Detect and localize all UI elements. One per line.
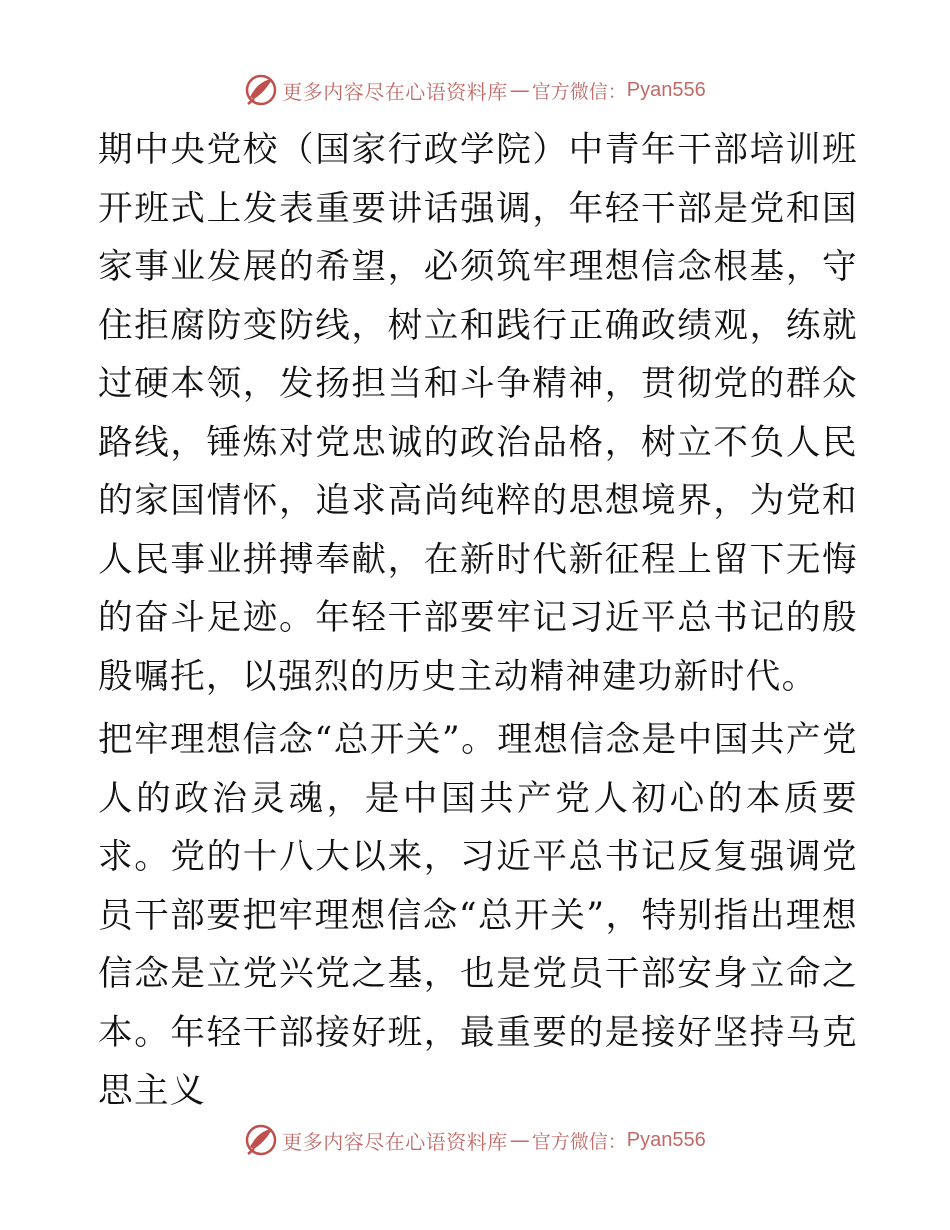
watermark-official-label: 官方微信： (531, 80, 627, 103)
header-watermark (0, 70, 950, 110)
watermark-main-text: 更多内容尽在心语资料库 (282, 79, 508, 104)
watermark-wechat-id: Pyan556 (626, 78, 706, 101)
footer-watermark (0, 1120, 950, 1160)
watermark-dash: — (509, 78, 530, 102)
watermark-wechat-id: Pyan556 (626, 1128, 706, 1151)
pen-logo-icon (244, 73, 278, 107)
paragraph-1: 期中央党校（国家行政学院）中青年干部培训班开班式上发表重要讲话强调，年轻干部是党和国家事业发展的希望，必须筑牢理想信念根基，守住拒腐防变防线，树立和践行正确政绩观，练就过硬本领，发扬担当和斗争精神，贯彻党的群众路线，锤炼对党忠诚的政治品格，树立不负人民的家国情怀，追求高尚纯粹的思想境界，为党和人民事业拼搏奉献，在新时代新征程上留下无悔的奋斗足迹。年轻干部要牢记习近平总书记的殷殷嘱托，以强烈的历史主动精神建功新时代。 (98, 130, 858, 697)
watermark-dash: — (509, 1128, 530, 1152)
pen-logo-icon (244, 1123, 278, 1157)
paragraph-2: 把牢理想信念“总开关”。理想信念是中国共产党人的政治灵魂，是中国共产党人初心的本质要求。党的十八大以来，习近平总书记反复强调党员干部要把牢理想信念“总开关”，特别指出理想信念是立党兴党之基，也是党员干部安身立命之本。年轻干部接好班，最重要的是接好坚持马克思主义 (98, 720, 858, 1111)
watermark-official-label: 官方微信： (531, 1130, 627, 1153)
watermark-main-text: 更多内容尽在心语资料库 (282, 1129, 508, 1154)
